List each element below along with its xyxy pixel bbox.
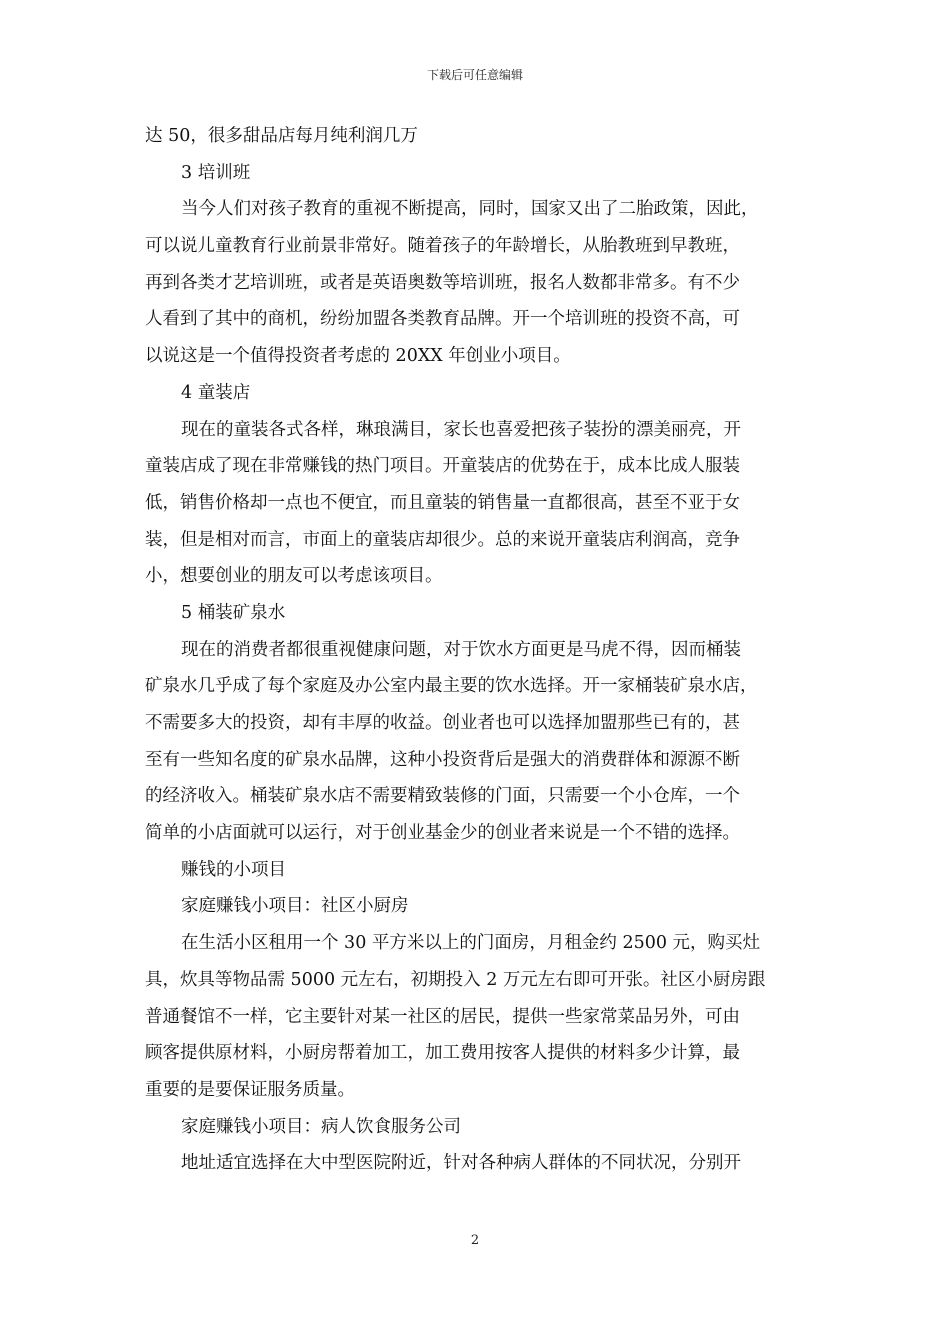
text-line: 当今人们对孩子教育的重视不断提高，同时，国家又出了二胎政策，因此， <box>181 199 759 220</box>
text-line: 低，销售价格却一点也不便宜，而且童装的销售量一直都很高，甚至不亚于女 <box>145 492 740 513</box>
text-line: 赚钱的小项目 <box>181 859 286 880</box>
text-line: 5 桶装矿泉水 <box>181 602 286 623</box>
text-line: 简单的小店面就可以运行，对于创业基金少的创业者来说是一个不错的选择。 <box>145 823 740 844</box>
text-line: 普通餐馆不一样，它主要针对某一社区的居民，提供一些家常菜品另外，可由 <box>145 1006 740 1027</box>
text-line: 再到各类才艺培训班，或者是英语奥数等培训班，报名人数都非常多。有不少 <box>145 272 740 293</box>
page-number: 2 <box>470 1233 480 1248</box>
text-line: 童装店成了现在非常赚钱的热门项目。开童装店的优势在于，成本比成人服装 <box>145 456 740 477</box>
text-line: 顾客提供原材料，小厨房帮着加工，加工费用按客人提供的材料多少计算，最 <box>145 1043 740 1064</box>
text-line: 家庭赚钱小项目：社区小厨房 <box>181 896 409 917</box>
text-line: 人看到了其中的商机，纷纷加盟各类教育品牌。开一个培训班的投资不高，可 <box>145 309 740 330</box>
document-body <box>145 118 810 1182</box>
text-line: 4 童装店 <box>181 382 251 403</box>
text-line: 达 50，很多甜品店每月纯利润几万 <box>145 126 418 146</box>
text-line: 以说这是一个值得投资者考虑的 20XX 年创业小项目。 <box>145 346 571 367</box>
text-line: 至有一些知名度的矿泉水品牌，这种小投资背后是强大的消费群体和源源不断 <box>145 749 740 770</box>
text-line: 地址适宜选择在大中型医院附近，针对各种病人群体的不同状况，分别开 <box>181 1153 741 1174</box>
text-line: 重要的是要保证服务质量。 <box>145 1079 355 1100</box>
text-line: 可以说儿童教育行业前景非常好。随着孩子的年龄增长，从胎教班到早教班， <box>145 236 740 257</box>
text-line: 具，炊具等物品需 5000 元左右，初期投入 2 万元左右即可开张。社区小厨房跟 <box>145 969 766 990</box>
text-line: 的经济收入。桶装矿泉水店不需要精致装修的门面，只需要一个小仓库，一个 <box>145 786 740 807</box>
page-header: 下载后可任意编辑 <box>426 68 523 82</box>
text-line: 小，想要创业的朋友可以考虑该项目。 <box>145 566 443 587</box>
text-line: 现在的童装各式各样，琳琅满目，家长也喜爱把孩子装扮的漂美丽亮，开 <box>181 419 741 440</box>
text-line: 不需要多大的投资，却有丰厚的收益。创业者也可以选择加盟那些已有的，甚 <box>145 713 740 733</box>
text-line: 矿泉水几乎成了每个家庭及办公室内最主要的饮水选择。开一家桶装矿泉水店， <box>145 676 758 697</box>
text-line: 装，但是相对而言，市面上的童装店却很少。总的来说开童装店利润高，竞争 <box>145 529 740 550</box>
text-line: 在生活小区租用一个 30 平方米以上的门面房，月租金约 2500 元，购买灶 <box>181 933 761 954</box>
text-line: 3 培训班 <box>181 162 251 183</box>
text-line: 现在的消费者都很重视健康问题，对于饮水方面更是马虎不得，因而桶装 <box>181 639 741 660</box>
text-line: 家庭赚钱小项目：病人饮食服务公司 <box>181 1116 461 1137</box>
